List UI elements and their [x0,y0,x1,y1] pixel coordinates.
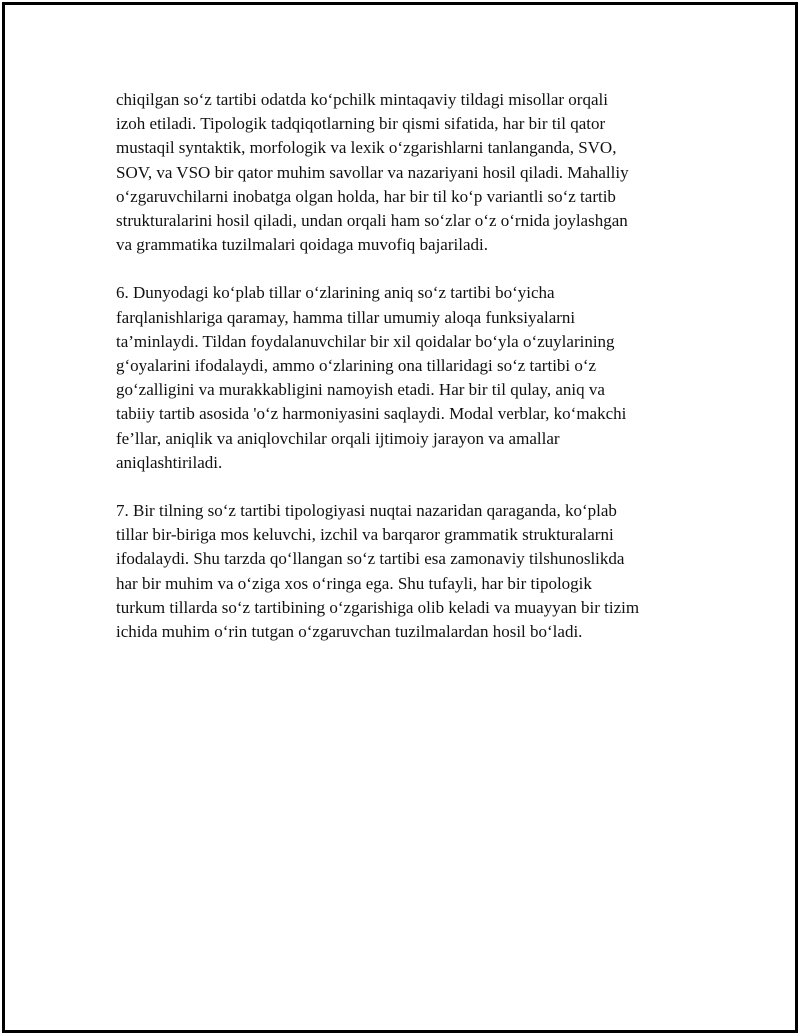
text-line: ta’minlaydi. Tildan foydalanuvchilar bir xil qoidalar bo‘yla o‘zuylarining [116,331,615,351]
text-line: ichida muhim o‘rin tutgan o‘zgaruvchan tuzilmalardan hosil bo‘ladi. [116,622,583,642]
text-line: va grammatika tuzilmalari qoidaga muvofiq bajariladi. [116,235,488,255]
text-line: har bir muhim va o‘ziga xos o‘ringa ega. Shu tufayli, har bir tipologik [116,573,592,593]
text-line: g‘oyalarini ifodalaydi, ammo o‘zlarining ona tillaridagi so‘z tartibi o‘z [116,356,597,376]
text-line: go‘zalligini va murakkabligini namoyish etadi. Har bir til qulay, aniq va [116,380,605,400]
paragraph-6 [116,281,696,475]
text-line: chiqilgan so‘z tartibi odatda ko‘pchilk mintaqaviy tildagi misollar orqali [116,90,608,109]
text-line: 6. Dunyodagi ko‘plab tillar o‘zlarining aniq so‘z tartibi bo‘yicha [116,283,555,303]
text-line: farqlanishlariga qaramay, hamma tillar umumiy aloqa funksiyalarni [116,307,576,327]
text-line: ifodalaydi. Shu tarzda qo‘llangan so‘z tartibi esa zamonaviy tilshunoslikda [116,549,625,569]
text-line: aniqlashtiriladi. [116,452,223,472]
text-line: fe’llar, aniqlik va aniqlovchilar orqali ijtimoiy jarayon va amallar [116,428,560,448]
text-line: SOV, va VSO bir qator muhim savollar va nazariyani hosil qiladi. Mahalliy [116,162,629,182]
text-line: izoh etiladi. Tipologik tadqiqotlarning bir qismi sifatida, har bir til qator [116,114,606,134]
text-line: 7. Bir tilning so‘z tartibi tipologiyasi nuqtai nazaridan qaraganda, ko‘plab [116,501,617,521]
text-line: tabiiy tartib asosida 'o‘z harmoniyasini saqlaydi. Modal verblar, ko‘makchi [116,404,627,424]
paragraph-7 [116,499,696,644]
text-line: strukturalarini hosil qiladi, undan orqali ham so‘zlar o‘z o‘rnida joylashgan [116,211,628,231]
document-body [116,88,696,668]
text-line: tillar bir-biriga mos keluvchi, izchil va barqaror grammatik strukturalarni [116,525,614,545]
paragraph-continuation [116,88,696,257]
text-line: mustaqil syntaktik, morfologik va lexik o‘zgarishlarni tanlanganda, SVO, [116,138,617,158]
text-line: o‘zgaruvchilarni inobatga olgan holda, har bir til ko‘p variantli so‘z tartib [116,186,616,206]
text-line: turkum tillarda so‘z tartibining o‘zgarishiga olib keladi va muayyan bir tizim [116,597,640,617]
